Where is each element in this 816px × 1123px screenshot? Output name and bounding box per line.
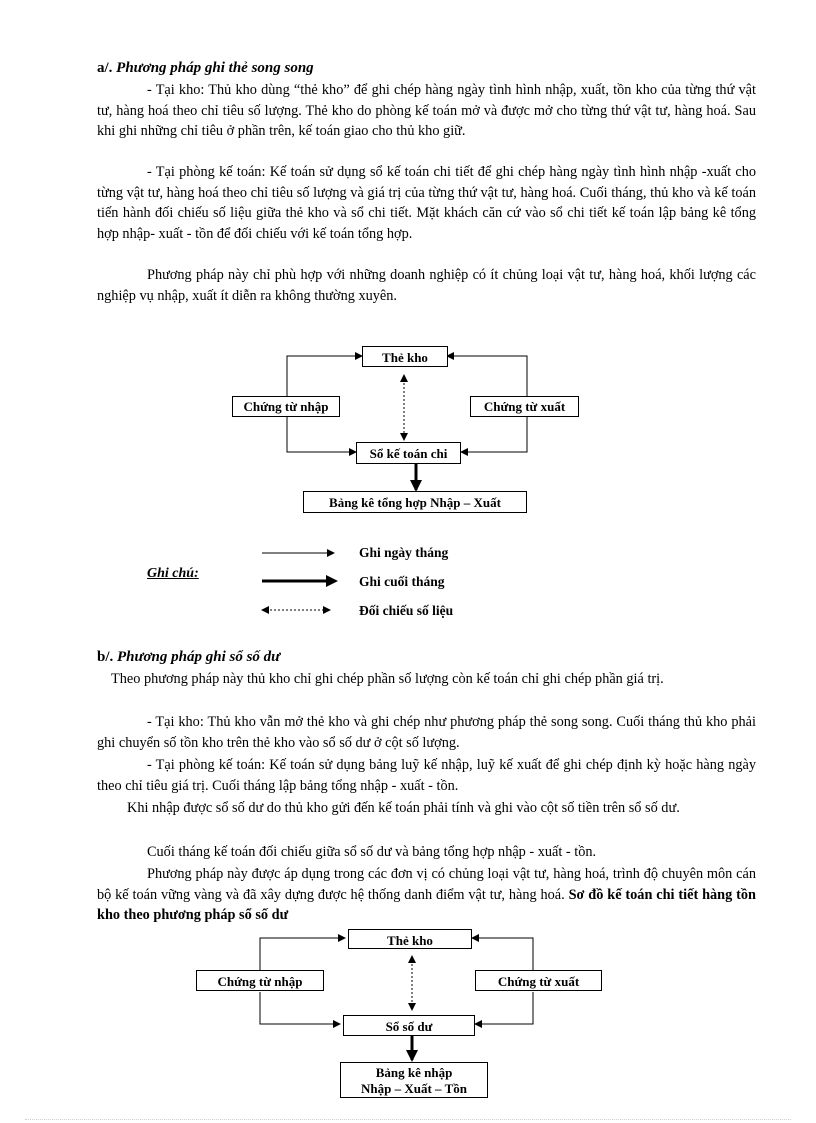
section-b-paragraph-2: - Tại kho: Thủ kho vẫn mở thẻ kho và ghi chép như phương pháp thẻ song song. Cuối tháng thủ kho phải ghi chuyển số tồn kho trên thẻ kho vào sổ số dư ở cột số lượng. (97, 714, 756, 751)
legend-label: Ghi chú: (147, 566, 199, 581)
section-b-paragraph-3: - Tại phòng kế toán: Kế toán sử dụng bảng luỹ kế nhập, luỹ kế xuất để ghi chép định kỳ hoặc hàng ngày theo chỉ tiêu giá trị. Cuối tháng lập bảng tổng nhập - xuất - tồn. (97, 757, 756, 794)
d2-arrow-xuat-to-sosodu (475, 992, 533, 1024)
section-a-title: Phương pháp ghi thẻ song song (116, 60, 314, 76)
d1-box-bang-ke: Bảng kê tổng hợp Nhập – Xuất (303, 491, 527, 513)
legend-item-monthly: Ghi cuối tháng (359, 574, 445, 589)
d2-box-chung-tu-nhap: Chứng từ nhập (196, 970, 324, 991)
d2-box-bang-ke-line2: Nhập – Xuất – Tồn (361, 1081, 467, 1096)
d1-arrow-xuat-to-thekho (447, 356, 527, 397)
d2-box-bang-ke-line1: Bảng kê nhập (375, 1065, 453, 1080)
section-a-paragraph-1: - Tại kho: Thủ kho dùng “thẻ kho” để ghi chép hàng ngày tình hình nhập, xuất, tồn kho của từng thứ vật tư, hàng hoá theo chỉ tiêu số lượng. Thẻ kho do phòng kế toán mở và được mở cho từng thứ vật tư, hàng hoá. Sau khi ghi những chỉ tiêu ở phần trên, kế toán giao cho thủ kho giữ. (97, 82, 756, 139)
section-b-paragraph-1: Theo phương pháp này thủ kho chỉ ghi chép phần số lượng còn kế toán chỉ ghi chép phần giá trị. (111, 671, 664, 687)
d1-arrow-xuat-to-soketoan (461, 416, 527, 452)
legend-thick-arrow-head (326, 575, 338, 587)
section-a-paragraph-2: - Tại phòng kế toán: Kế toán sử dụng sổ kế toán chi tiết để ghi chép hàng ngày tình hình nhập -xuất cho từng vật tư, hàng hoá theo chỉ tiêu số lượng và giá trị của từng thứ vật tư, hàng hoá. Cuối tháng, thủ kho và kế toán tiến hành đối chiếu số liệu giữa thẻ kho và sổ chi tiết. Mặt khách căn cứ vào sổ chi tiết kế toán lập bảng kê tổng hợp nhập- xuất - tồn để đối chiếu với kế toán tổng hợp. (97, 164, 756, 242)
d1-box-chung-tu-nhap: Chứng từ nhập (232, 396, 340, 417)
d1-arrow-nhap-to-soketoan (287, 416, 356, 452)
d1-box-the-kho: Thẻ kho (362, 346, 448, 367)
d1-box-chung-tu-xuat: Chứng từ xuất (470, 396, 579, 417)
section-a-label: a/. (97, 60, 113, 76)
section-b-paragraph-4: Khi nhập được sổ số dư do thủ kho gửi đến kế toán phải tính và ghi vào cột số tiền trên sổ số dư. (127, 800, 680, 816)
section-b-heading (97, 649, 280, 666)
d2-box-chung-tu-xuat: Chứng từ xuất (475, 970, 602, 991)
section-a-paragraph-3: Phương pháp này chỉ phù hợp với những doanh nghiệp có ít chủng loại vật tư, hàng hoá, khối lượng các nghiệp vụ nhập, xuất ít diễn ra không thường xuyên. (97, 267, 756, 304)
d2-box-bang-ke (340, 1062, 488, 1098)
section-b-paragraph-6 (97, 864, 756, 924)
d1-arrow-nhap-to-thekho (287, 356, 362, 397)
d1-box-so-ke-toan: Sổ kế toán chi (356, 442, 461, 464)
section-b-paragraph-6-text: Phương pháp này được áp dụng trong các đơn vị có chủng loại vật tư, hàng hoá, trình độ chuyên môn cán bộ kế toán vững vàng và đã xây dựng được hệ thống danh điểm vật tư, hàng hoá. (97, 866, 756, 903)
legend-item-reconcile: Đối chiếu số liệu (359, 603, 454, 618)
section-b-paragraph-5: Cuối tháng kế toán đối chiếu giữa sổ số dư và bảng tổng hợp nhập - xuất - tồn. (147, 844, 597, 860)
section-b-title: Phương pháp ghi sổ số dư (117, 649, 281, 665)
diagram-2-caption: Sơ đồ kế toán chi tiết hàng tồn kho theo phương pháp sổ số dư (97, 886, 756, 923)
d2-box-so-so-du: Sổ số dư (343, 1015, 475, 1036)
legend-item-daily: Ghi ngày tháng (359, 545, 449, 560)
d2-box-the-kho: Thẻ kho (348, 929, 472, 949)
d2-arrow-nhap-to-sosodu (260, 992, 340, 1024)
page-bottom-rule (25, 1119, 791, 1120)
section-b-label: b/. (97, 649, 114, 665)
